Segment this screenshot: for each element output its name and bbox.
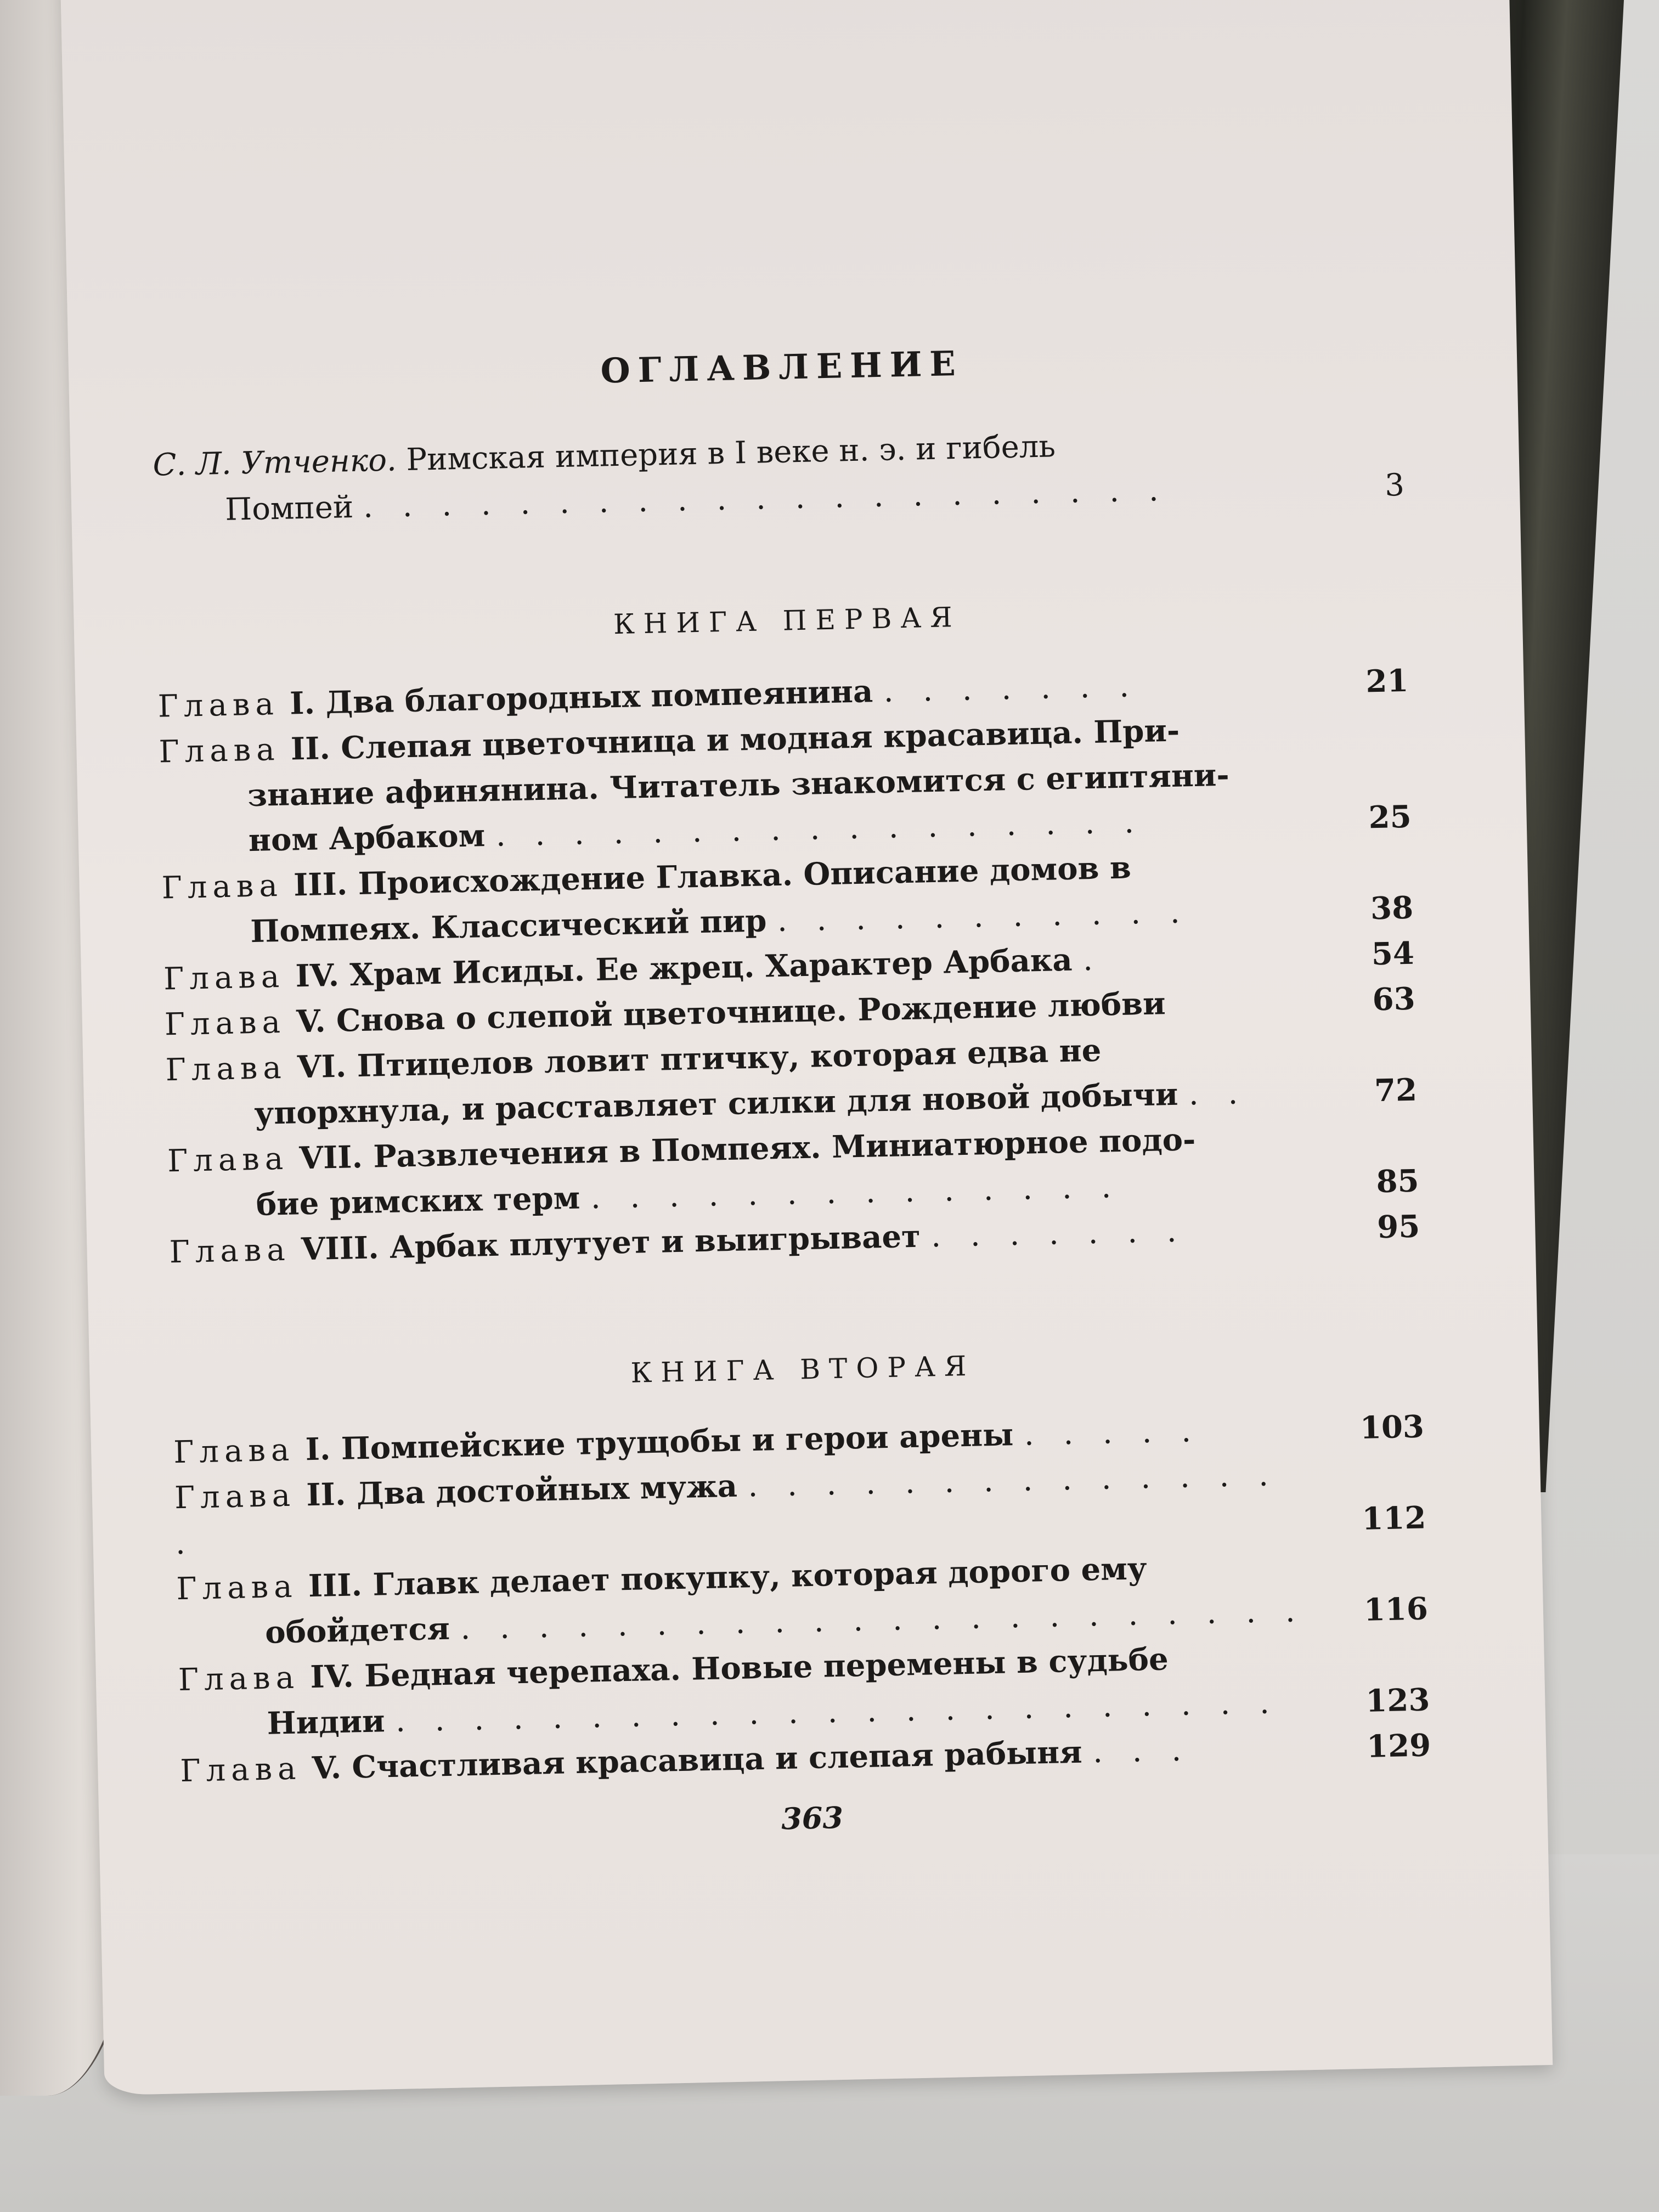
leader-dots: . . . (1092, 1732, 1192, 1770)
intro-author: С. Л. Утченко. (152, 442, 397, 483)
book-page (60, 0, 1553, 2095)
chapter-page-number: 116 (1363, 1590, 1429, 1628)
chapter-number: II. (306, 1476, 347, 1514)
leader-dots: . . . . . . . . . . . . . . (590, 1169, 1121, 1216)
chapter-title-text: Бедная черепаха. Новые перемены в судьбе (364, 1641, 1169, 1695)
chapter-title-text: упорхнула, и расставляет силки для новой добычи (253, 1076, 1178, 1132)
intro-page-number: 3 (1384, 467, 1405, 504)
chapter-label: Глава (164, 1004, 286, 1043)
chapter-label: Глава (169, 1232, 291, 1271)
chapter-label: Глава (173, 1432, 295, 1471)
chapter-title-text: Происхождение Главка. Описание домов в (358, 849, 1132, 902)
chapter-page-number: 72 (1374, 1071, 1418, 1109)
chapter-title-text: ном Арбаком (248, 817, 486, 859)
toc-intro-entry (153, 416, 1405, 535)
chapter-title-text: Помпеях. Классический пир (250, 902, 768, 950)
chapter-number: IV. (295, 957, 340, 995)
leader-dots: . . . . . (1024, 1413, 1201, 1453)
chapter-number: III. (293, 866, 348, 904)
chapter-page-number: 123 (1365, 1681, 1430, 1719)
chapter-label: Глава (167, 1141, 289, 1180)
chapter-page-number: 85 (1375, 1163, 1420, 1200)
chapter-number: I. (305, 1431, 331, 1468)
chapter-title-text: Помпейские трущобы и герои арены (341, 1417, 1014, 1467)
chapter-number: V. (312, 1749, 342, 1787)
book1-heading: КНИГА ПЕРВАЯ (613, 601, 962, 641)
chapter-title-text: знание афинянина. Читатель знакомится с египтяни- (247, 757, 1230, 814)
book1-chapter-list (157, 658, 1420, 1276)
chapter-page-number: 21 (1365, 662, 1409, 700)
book2-heading: КНИГА ВТОРАЯ (630, 1350, 975, 1389)
chapter-title-text: Слепая цветочница и модная красавица. При- (340, 712, 1180, 766)
leader-dots: . . . . . . . (930, 1213, 1187, 1255)
chapter-page-number: 129 (1366, 1727, 1431, 1765)
chapter-title-text: Два достойных мужа (356, 1468, 738, 1513)
toc-heading: ОГЛАВЛЕНИЕ (600, 343, 964, 391)
chapter-title-text: Счастливая красавица и слепая рабыня (351, 1734, 1083, 1786)
chapter-page-number: 38 (1370, 889, 1414, 927)
leader-dots: . . . . . . . . . . . . . . . (175, 1457, 1279, 1562)
intro-text-cont: Помпей (224, 489, 354, 528)
chapter-label: Глава (157, 686, 280, 725)
chapter-number: VII. (298, 1138, 363, 1177)
chapter-number: VI. (297, 1048, 347, 1086)
chapter-title-text: Нидии (267, 1703, 386, 1742)
chapter-title-text: Два благородных помпеянина (325, 673, 873, 721)
chapter-title-text: Птицелов ловит птичку, которая едва не (357, 1032, 1102, 1085)
chapter-number: IV. (309, 1658, 354, 1696)
chapter-title-text: обойдется (264, 1610, 450, 1651)
chapter-number: I. (289, 685, 315, 722)
chapter-label: Глава (161, 867, 284, 906)
chapter-page-number: 112 (1361, 1499, 1427, 1537)
leader-dots: . . (1188, 1075, 1248, 1113)
leader-dots: . . . . . . . (883, 668, 1139, 709)
chapter-number: VIII. (301, 1229, 380, 1268)
chapter-number: II. (290, 730, 331, 768)
leader-dots: . (1082, 941, 1103, 978)
toc-chapter-entry (159, 703, 1412, 866)
chapter-label: Глава (179, 1751, 302, 1790)
chapter-label: Глава (165, 1049, 287, 1088)
chapter-title-text: Арбак плутует и выигрывает (389, 1218, 921, 1266)
page-number-footer: 363 (781, 1799, 844, 1837)
chapter-page-number: 103 (1359, 1408, 1425, 1446)
chapter-page-number: 54 (1371, 935, 1415, 973)
chapter-page-number: 95 (1376, 1208, 1420, 1246)
chapter-page-number: 63 (1372, 980, 1416, 1018)
chapter-page-number: 25 (1368, 798, 1412, 836)
chapter-label: Глава (178, 1660, 300, 1699)
chapter-number: V. (296, 1003, 326, 1040)
leader-dots: . . . . . . . . . . . . . . . . . . . . . . . (395, 1685, 1280, 1739)
chapter-label: Глава (163, 958, 285, 997)
intro-dots: . . . . . . . . . . . . . . . . . . . . . (363, 472, 1169, 525)
leader-dots: . . . . . . . . . . . (777, 894, 1190, 939)
chapter-title-text: Снова о слепой цветочнице. Рождение любви (336, 985, 1166, 1039)
chapter-title-text: бие римских терм (256, 1180, 580, 1223)
chapter-number: III. (308, 1567, 363, 1605)
chapter-label: Глава (158, 731, 281, 770)
book2-chapter-list (173, 1404, 1431, 1795)
chapter-title-text: Храм Исиды. Ее жрец. Характер Арбака (349, 941, 1073, 994)
intro-text: Римская империя в I веке н. э. и гибель (405, 428, 1056, 478)
table-of-contents (151, 334, 1431, 1837)
leader-dots: . . . . . . . . . . . . . . . . . (495, 804, 1144, 854)
chapter-title-text: Развлечения в Помпеях. Миниатюрное подо- (373, 1121, 1196, 1175)
chapter-label: Глава (176, 1568, 298, 1607)
leader-dots: . . . . . . . . . . . . . . . . . . . . . . (460, 1593, 1306, 1647)
chapter-label: Глава (174, 1477, 296, 1516)
chapter-title-text: Главк делает покупку, которая дорого ему (372, 1550, 1148, 1603)
